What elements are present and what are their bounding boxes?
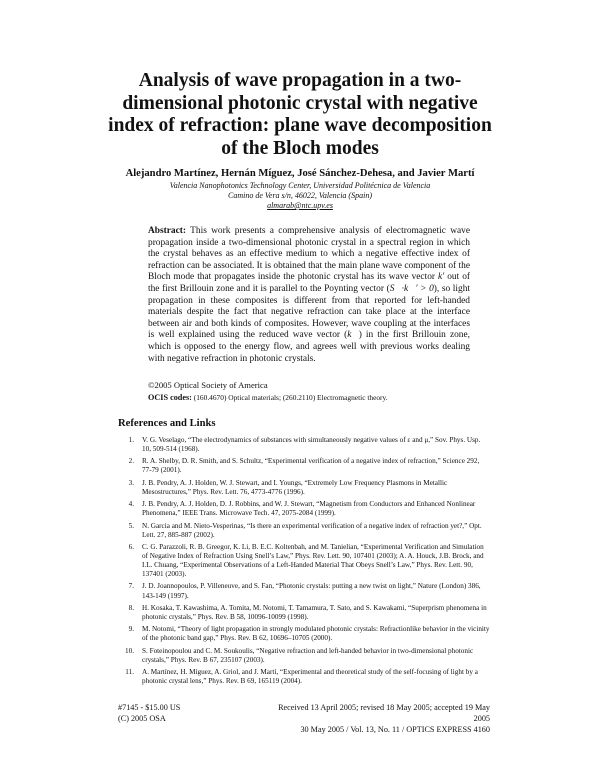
footer-right: [260, 702, 490, 735]
reference-number: 5.: [128, 521, 134, 530]
reduced-wave-vector-symbol: k⃗: [347, 330, 359, 341]
reference-text: M. Notomi, “Theory of light propagation in strongly modulated photonic crystals: Refractionlike behavior in the vicinity of the photonic band gap,” Phys. Rev. B 62, 10696–10705 (2000).: [142, 625, 490, 643]
wave-vector-symbol: k′: [438, 272, 445, 283]
affiliation: [80, 181, 520, 211]
ocis-text: (160.4670) Optical materials; (260.2110) Electromagnetic theory.: [193, 393, 388, 402]
ocis-codes: [148, 392, 488, 403]
reference-item: [118, 436, 490, 454]
affiliation-address: Camino de Vera s/n, 46022, Valencia (Spain): [228, 191, 372, 200]
reference-item: [118, 668, 490, 686]
reference-text: S. Foteinopoulou and C. M. Soukoulis, “Negative refraction and left-handed behavior in two-dimensional photonic crystals,” Phys. Rev. B 67, 235107 (2003).: [142, 646, 474, 664]
reference-item: [118, 625, 490, 643]
reference-item: [118, 543, 490, 579]
reference-item: [118, 604, 490, 622]
reference-number: 6.: [128, 542, 134, 551]
reference-number: 8.: [128, 603, 134, 612]
reference-number: 1.: [128, 436, 134, 444]
reference-text: A. Martínez, H. Míguez, A. Griol, and J. Martí, “Experimental and theoretical study of the self-focusing of light by a photonic crystal lens,” Phys. Rev. B 69, 165119 (2004).: [142, 667, 478, 686]
reference-item: [118, 500, 490, 518]
reference-item: [118, 647, 490, 665]
abstract-text-1: This work presents a comprehensive analysis of electromagnetic wave propagation inside a two-dimensional photonic crystal in a spectral region in which the crystal behaves as an effective medium to which a negative effective index of refraction can be associated. It is obtained that the main plane wave component of the Bloch mode that propagates inside the photonic crystal has its wave vector: [148, 226, 470, 283]
footer-issue: 30 May 2005 / Vol. 13, No. 11 / OPTICS EXPRESS 4160: [300, 725, 490, 734]
author-email-link[interactable]: almarab@ntc.upv.es: [267, 201, 333, 210]
abstract-text-4: ) in the first Brillouin zone, which is opposed to the energy flow, and agrees well with previous works dealing with negative refraction in photonic crystals.: [148, 330, 470, 364]
copyright-line: ©2005 Optical Society of America: [148, 380, 268, 390]
reference-item: [118, 582, 490, 600]
reference-text: V. G. Veselago, “The electrodynamics of substances with simultaneously negative values of ε and μ,” Sov. Phys. Usp. 10, 509-514 (1968).: [142, 436, 481, 454]
abstract-text-2: out of the first Brillouin zone and it is parallel to the Poynting vector (: [148, 272, 471, 294]
footer-received: Received 13 April 2005; revised 18 May 2005; accepted 19 May 2005: [278, 703, 490, 723]
reference-number: 7.: [128, 582, 134, 591]
reference-text: J. B. Pendry, A. J. Holden, W. J. Stewart, and I. Youngs, “Extremely Low Frequency Plasmons in Metallic Mesostructures,” Phys. Rev. Lett. 76, 4773-4776 (1996).: [142, 478, 448, 496]
reference-text: C. G. Parazzoli, R. B. Greegor, K. Li, B. E.C. Koltenbah, and M. Tanielian, “Experimental Verification and Simulation of Negative Index of Refraction Using Snell’s Law,” Phys. Rev. Lett. 90, 107401 (2003); A. A. Houck, J.B. Brock, and I.L. Chuang, “Experimental Observations of a Left-Handed Material That Obeys Snell’s Law,” Phys. Rev. Lett. 90, 137401 (2003).: [142, 542, 484, 579]
reference-item: [118, 522, 490, 540]
reference-text: J. B. Pendry, A. J. Holden, D. J. Robbins, and W. J. Stewart, “Magnetism from Conductors and Enhanced Nonlinear Phenomena,” IEEE Trans. Microwave Tech. 47, 2075-2084 (1999).: [142, 500, 476, 518]
author-list: Alejandro Martínez, Hernán Míguez, José Sánchez-Dehesa, and Javier Martí: [125, 168, 475, 179]
reference-item: [118, 479, 490, 497]
affiliation-institution: Valencia Nanophotonics Technology Center, Universidad Politécnica de Valencia: [169, 181, 431, 190]
reference-text: N. Garcia and M. Nieto-Vesperinas, “Is there an experimental verification of a negative index of refraction yet?,” Opt. Lett. 27, 885-887 (2002).: [142, 521, 482, 539]
reference-number: 2.: [128, 457, 134, 466]
reference-number: 3.: [128, 478, 134, 487]
reference-number: 11.: [125, 667, 134, 676]
poynting-product-symbol: S⃗·k⃗′ > 0: [389, 283, 434, 294]
paper-title: Analysis of wave propagation in a two-dimensional photonic crystal with negative index of refraction: plane wave decomposition of the Bloch modes: [108, 70, 492, 159]
reference-text: J. D. Joannopoulos, P. Villeneuve, and S. Fan, “Photonic crystals: putting a new twist on light,” Nature (London) 386, 143-149 (1997).: [142, 582, 481, 600]
ocis-label: OCIS codes:: [148, 393, 192, 402]
reference-number: 4.: [128, 500, 134, 509]
reference-text: R. A. Shelby, D. R. Smith, and S. Schultz, “Experimental verification of a negative index of refraction,” Science 292, 77-79 (2001).: [142, 457, 480, 475]
reference-number: 9.: [128, 625, 134, 634]
reference-text: H. Kosaka, T. Kawashima, A. Tomita, M. Notomi, T. Tamamura, T. Sato, and S. Kawakami, “Superprism phenomena in photonic crystals,” Phys. Rev. B 58, 10096-10099 (1998).: [142, 603, 487, 621]
references-heading: References and Links: [118, 418, 216, 429]
footer-left: [118, 702, 180, 724]
abstract-label: Abstract:: [148, 226, 187, 236]
reference-number: 10.: [125, 646, 134, 655]
abstract-text-3: ), so light propagation in these composites is different from that reported for left-handed materials despite the fact that negative refraction can take place at the interface between air and both kinds of composites. However, wave coupling at the interfaces is well explained using the reduced wave vector (: [148, 283, 470, 341]
reference-list: [118, 436, 490, 689]
footer-copyright: (C) 2005 OSA: [118, 714, 166, 723]
reference-item: [118, 457, 490, 475]
footer-price: #7145 - $15.00 US: [118, 703, 181, 712]
abstract: [148, 226, 470, 365]
